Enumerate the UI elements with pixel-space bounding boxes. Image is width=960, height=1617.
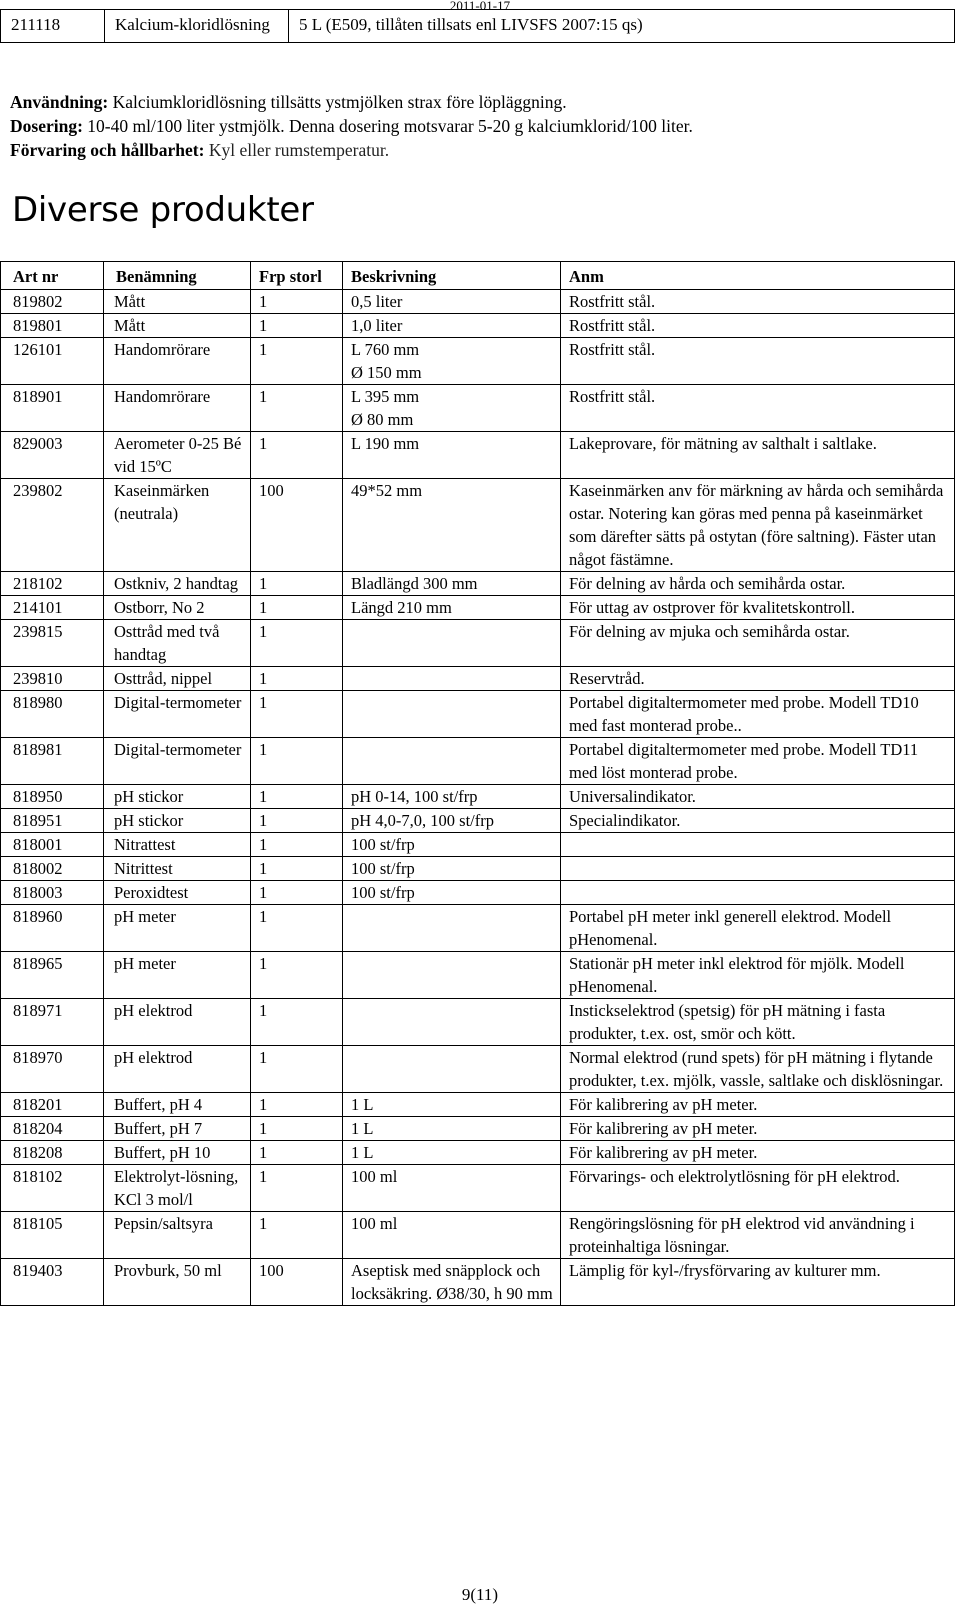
article-number: 818965 [1,952,104,999]
pack-size: 1 [251,1093,343,1117]
table-body [1,290,955,1306]
product-name: Ostkniv, 2 handtag [104,572,251,596]
product-description: 100 st/frp [343,881,561,905]
product-name: Buffert, pH 7 [104,1117,251,1141]
article-number: 819802 [1,290,104,314]
pack-size: 1 [251,572,343,596]
product-description: L 395 mm Ø 80 mm [343,385,561,432]
product-info [10,90,940,162]
article-number: 818002 [1,857,104,881]
remark [561,881,955,905]
pack-size: 1 [251,596,343,620]
product-name: Osttråd med två handtag [104,620,251,667]
remark: Instickselektrod (spetsig) för pH mätning i fasta produkter, t.ex. ost, smör och kött. [561,999,955,1046]
product-name: pH stickor [104,809,251,833]
article-number: 218102 [1,572,104,596]
article-number: 819403 [1,1259,104,1306]
product-name: pH elektrod [104,999,251,1046]
remark: Reservtråd. [561,667,955,691]
article-number: 818102 [1,1165,104,1212]
calcium-chloride-table [0,9,955,43]
product-description: 5 L (E509, tillåten tillsats enl LIVSFS 2007:15 qs) [289,10,955,43]
table-row [1,572,955,596]
pack-size: 1 [251,809,343,833]
product-name: Mått [104,314,251,338]
product-description: L 190 mm [343,432,561,479]
remark: Rostfritt stål. [561,385,955,432]
article-number: 818208 [1,1141,104,1165]
pack-size: 1 [251,620,343,667]
product-description: 1,0 liter [343,314,561,338]
product-name: Buffert, pH 10 [104,1141,251,1165]
pack-size: 1 [251,785,343,809]
remark: Kaseinmärken anv för märkning av hårda och semihårda ostar. Notering kan göras med penna på kaseinmärket som därefter sätts på ostytan (före saltning). Fäster utan något fästämne. [561,479,955,572]
usage-text: Kalciumkloridlösning tillsätts ystmjölken strax före löpläggning. [112,92,567,112]
pack-size: 1 [251,1046,343,1093]
remark: Portabel digitaltermometer med probe. Modell TD10 med fast monterad probe.. [561,691,955,738]
product-name: pH meter [104,952,251,999]
article-number: 818951 [1,809,104,833]
product-description: 100 ml [343,1165,561,1212]
table-row [1,1141,955,1165]
product-description: 1 L [343,1141,561,1165]
product-name: Mått [104,290,251,314]
product-description [343,691,561,738]
table-row [1,290,955,314]
product-name: Ostborr, No 2 [104,596,251,620]
product-description: Bladlängd 300 mm [343,572,561,596]
product-description: pH 0-14, 100 st/frp [343,785,561,809]
remark: Rostfritt stål. [561,338,955,385]
article-number: 239810 [1,667,104,691]
pack-size: 1 [251,857,343,881]
product-name: Kalcium-kloridlösning [105,10,289,43]
product-name: Digital-termometer [104,691,251,738]
storage-line [10,138,940,162]
pack-size: 1 [251,691,343,738]
product-name: pH meter [104,905,251,952]
product-name: Provburk, 50 ml [104,1259,251,1306]
pack-size: 1 [251,738,343,785]
pack-size: 1 [251,1141,343,1165]
article-number: 818204 [1,1117,104,1141]
table-row [1,1212,955,1259]
header-name: Benämning [104,262,251,290]
article-number: 818901 [1,385,104,432]
article-number: 819801 [1,314,104,338]
pack-size: 1 [251,432,343,479]
pack-size: 1 [251,905,343,952]
pack-size: 100 [251,479,343,572]
product-description [343,999,561,1046]
storage-label: Förvaring och hållbarhet: [10,140,205,160]
article-number: 239802 [1,479,104,572]
table-row [1,881,955,905]
section-title: Diverse produkter [12,190,314,230]
pack-size: 1 [251,999,343,1046]
product-name: Nitrittest [104,857,251,881]
remark: För kalibrering av pH meter. [561,1141,955,1165]
header-pack-size: Frp storl [251,262,343,290]
remark: Förvarings- och elektrolytlösning för pH elektrod. [561,1165,955,1212]
pack-size: 1 [251,338,343,385]
table-row [1,738,955,785]
remark [561,857,955,881]
product-name: pH stickor [104,785,251,809]
table-row [1,479,955,572]
product-description: 100 st/frp [343,857,561,881]
remark: Stationär pH meter inkl elektrod för mjölk. Modell pHenomenal. [561,952,955,999]
page-number: 9(11) [461,1585,499,1604]
product-description: 0,5 liter [343,290,561,314]
table-row [1,432,955,479]
product-name: Nitrattest [104,833,251,857]
article-number: 126101 [1,338,104,385]
article-number: 214101 [1,596,104,620]
product-description: 1 L [343,1117,561,1141]
product-name: Peroxidtest [104,881,251,905]
header-description: Beskrivning [343,262,561,290]
pack-size: 100 [251,1259,343,1306]
table-row [1,667,955,691]
storage-text: Kyl eller rumstemperatur. [208,140,390,160]
remark: Lakeprovare, för mätning av salthalt i saltlake. [561,432,955,479]
remark: Specialindikator. [561,809,955,833]
product-name: Aerometer 0-25 Bé vid 15ºC [104,432,251,479]
remark: Universalindikator. [561,785,955,809]
table-row [1,596,955,620]
product-name: Digital-termometer [104,738,251,785]
product-description [343,620,561,667]
article-number: 818950 [1,785,104,809]
article-number: 818001 [1,833,104,857]
remark: Normal elektrod (rund spets) för pH mätning i flytande produkter, t.ex. mjölk, vassle, saltlake och disklösningar. [561,1046,955,1093]
pack-size: 1 [251,385,343,432]
product-description [343,667,561,691]
remark: För kalibrering av pH meter. [561,1093,955,1117]
table-row [1,1046,955,1093]
article-number: 818971 [1,999,104,1046]
pack-size: 1 [251,881,343,905]
remark: Lämplig för kyl-/frysförvaring av kulturer mm. [561,1259,955,1306]
table-row [1,1259,955,1306]
product-name: Handomrörare [104,385,251,432]
remark: Portabel digitaltermometer med probe. Modell TD11 med löst monterad probe. [561,738,955,785]
remark [561,833,955,857]
table-row [1,952,955,999]
remark: För delning av hårda och semihårda ostar. [561,572,955,596]
remark: Rostfritt stål. [561,290,955,314]
page-date: 2011-01-17 [449,0,511,13]
usage-label: Användning: [10,92,109,112]
product-description [343,738,561,785]
table-row [1,785,955,809]
remark: Rostfritt stål. [561,314,955,338]
product-name: Pepsin/saltsyra [104,1212,251,1259]
product-name: pH elektrod [104,1046,251,1093]
article-number: 818003 [1,881,104,905]
table-row [1,833,955,857]
remark: Rengöringslösning för pH elektrod vid användning i proteinhaltiga lösningar. [561,1212,955,1259]
table-row [1,10,955,43]
pack-size: 1 [251,833,343,857]
article-number: 818960 [1,905,104,952]
pack-size: 1 [251,314,343,338]
product-description [343,905,561,952]
table-row [1,620,955,667]
product-description [343,1046,561,1093]
usage-line [10,90,940,114]
pack-size: 1 [251,1212,343,1259]
remark: För uttag av ostprover för kvalitetskontroll. [561,596,955,620]
pack-size: 1 [251,290,343,314]
pack-size: 1 [251,1165,343,1212]
table-row [1,1093,955,1117]
product-description: 1 L [343,1093,561,1117]
table-row [1,314,955,338]
table-row [1,857,955,881]
article-number: 211118 [1,10,105,43]
product-description: Aseptisk med snäpplock och locksäkring. Ø38/30, h 90 mm [343,1259,561,1306]
product-description: 49*52 mm [343,479,561,572]
remark: Portabel pH meter inkl generell elektrod. Modell pHenomenal. [561,905,955,952]
table-row [1,809,955,833]
dosage-text: 10-40 ml/100 liter ystmjölk. Denna dosering motsvarar 5-20 g kalciumklorid/100 liter. [87,116,693,136]
product-description [343,952,561,999]
product-name: Elektrolyt-lösning, KCl 3 mol/l [104,1165,251,1212]
article-number: 818980 [1,691,104,738]
article-number: 829003 [1,432,104,479]
header-remark: Anm [561,262,955,290]
table-row [1,385,955,432]
remark: För delning av mjuka och semihårda ostar. [561,620,955,667]
product-description: 100 st/frp [343,833,561,857]
article-number: 818981 [1,738,104,785]
article-number: 818970 [1,1046,104,1093]
table-row [1,905,955,952]
table-header-row [1,262,955,290]
product-name: Handomrörare [104,338,251,385]
table-row [1,338,955,385]
product-description: pH 4,0-7,0, 100 st/frp [343,809,561,833]
product-description: Längd 210 mm [343,596,561,620]
article-number: 818201 [1,1093,104,1117]
product-name: Kaseinmärken (neutrala) [104,479,251,572]
remark: För kalibrering av pH meter. [561,1117,955,1141]
dosage-line [10,114,940,138]
pack-size: 1 [251,952,343,999]
products-table [0,261,955,1306]
pack-size: 1 [251,1117,343,1141]
product-description: 100 ml [343,1212,561,1259]
article-number: 818105 [1,1212,104,1259]
pack-size: 1 [251,667,343,691]
article-number: 239815 [1,620,104,667]
table-row [1,1165,955,1212]
table-row [1,999,955,1046]
table-row [1,691,955,738]
product-description: L 760 mm Ø 150 mm [343,338,561,385]
header-art-nr: Art nr [1,262,104,290]
product-name: Osttråd, nippel [104,667,251,691]
product-name: Buffert, pH 4 [104,1093,251,1117]
table-row [1,1117,955,1141]
dosage-label: Dosering: [10,116,83,136]
